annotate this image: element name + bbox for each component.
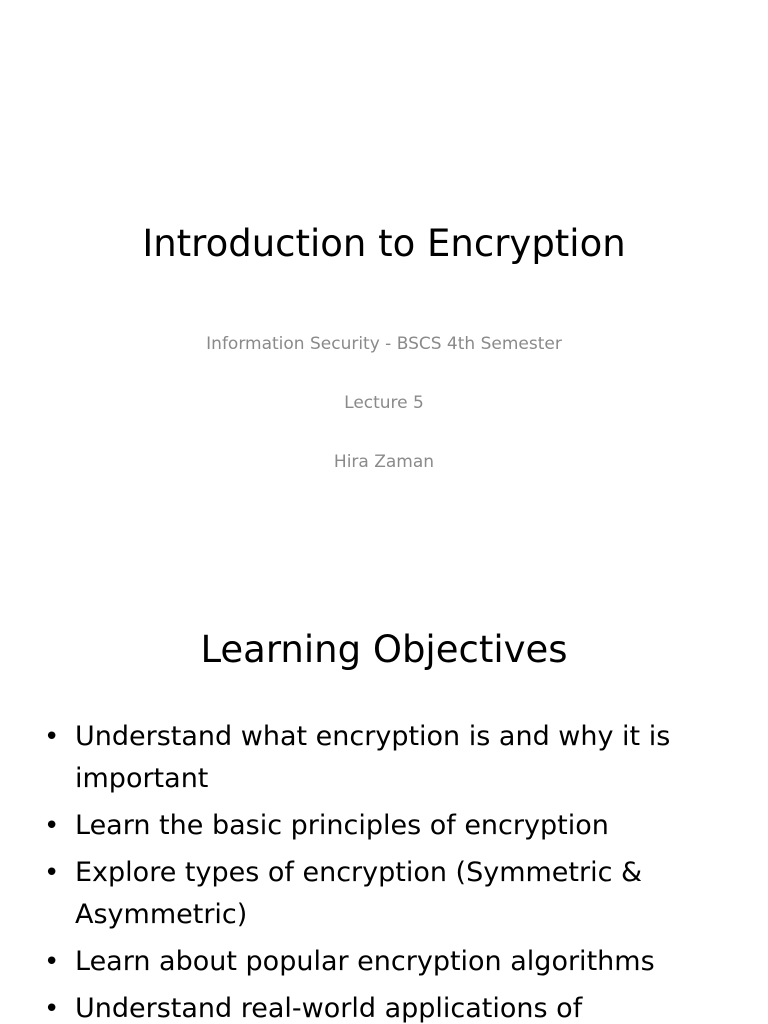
list-item bbox=[42, 941, 732, 983]
list-item-text: Understand real-world applications of bbox=[75, 993, 583, 1024]
list-item-text: Understand what encryption is and why it is important bbox=[75, 721, 671, 794]
list-item-text: Learn the basic principles of encryption bbox=[75, 810, 609, 841]
bullet-icon: • bbox=[44, 858, 60, 888]
objectives-title: Learning Objectives bbox=[200, 628, 568, 671]
list-item bbox=[42, 988, 732, 1024]
bullet-icon: • bbox=[44, 947, 60, 977]
author-name: Hira Zaman bbox=[333, 452, 435, 472]
course-name: Information Security - BSCS 4th Semester bbox=[206, 334, 562, 354]
list-item-text: Explore types of encryption (Symmetric & Asymmetric) bbox=[75, 857, 643, 930]
objectives-list bbox=[42, 716, 732, 1024]
list-item bbox=[42, 716, 732, 800]
list-item bbox=[42, 805, 732, 847]
objectives-slide bbox=[0, 576, 768, 1024]
bullet-icon: • bbox=[44, 722, 60, 752]
list-item-text: Learn about popular encryption algorithms bbox=[75, 946, 655, 977]
slide-title: Introduction to Encryption bbox=[142, 222, 626, 265]
lecture-number: Lecture 5 bbox=[344, 393, 424, 413]
bullet-icon: • bbox=[44, 811, 60, 841]
list-item bbox=[42, 852, 732, 936]
bullet-icon: • bbox=[44, 994, 60, 1024]
slide-subtitle bbox=[0, 330, 768, 507]
